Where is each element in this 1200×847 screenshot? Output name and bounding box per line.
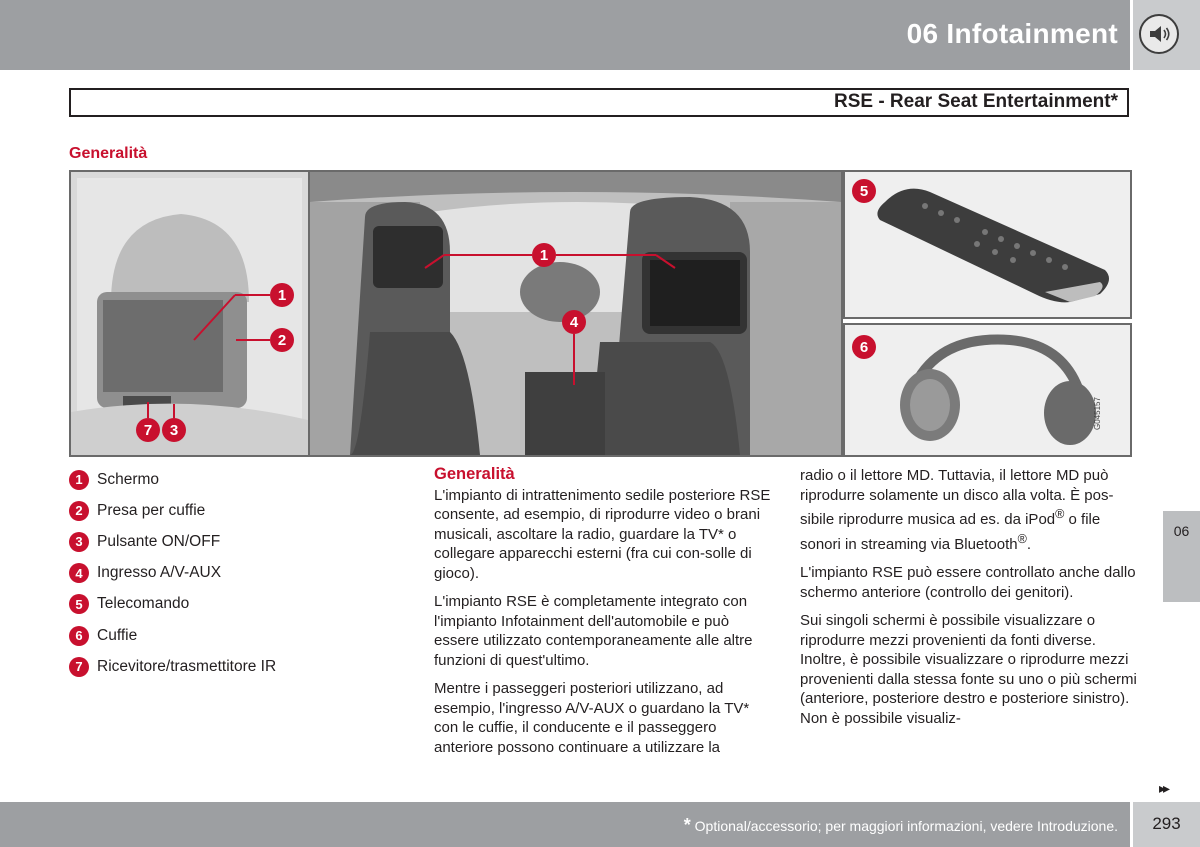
legend-number: 2 — [69, 501, 89, 521]
callout-2: 2 — [270, 328, 294, 352]
legend-label: Telecomando — [97, 595, 190, 613]
callout-6: 6 — [852, 335, 876, 359]
legend-item — [69, 558, 399, 589]
legend-label: Pulsante ON/OFF — [97, 532, 221, 550]
chapter-side-tab: 06 — [1163, 511, 1200, 602]
legend-label: Ricevitore/trasmettitore IR — [97, 657, 277, 675]
legend-label: Cuffie — [97, 626, 138, 644]
legend-item — [69, 526, 399, 557]
legend-item — [69, 620, 399, 651]
legend-number: 7 — [69, 657, 89, 677]
callout-7: 7 — [136, 418, 160, 442]
registered-mark: ® — [1055, 507, 1065, 521]
image-code: G045157 — [1093, 397, 1102, 430]
paragraph: Sui singoli schermi è possibile visualizzare o riprodurre mezzi provenienti da fonti diverse. Inoltre, è possibile visualizzare o riprodurre mezzi provenienti dalla stessa fonte su uno o più schermi (anteriore, posteriore destro e posteriore sinistro). Non è possibile visualiz- — [800, 612, 1137, 727]
paragraph: Mentre i passeggeri posteriori utilizzano, ad esempio, l'ingresso A/V-AUX o guardano la TV* con le cuffie, il conducente e il passeggero anteriore possono continuare a utilizzare la — [434, 680, 750, 756]
text-column-middle — [434, 465, 774, 766]
footer-note — [684, 815, 1118, 836]
chapter-title: 06 Infotainment — [906, 18, 1118, 49]
column-heading: Generalità — [434, 465, 515, 483]
speaker-icon — [1139, 14, 1179, 54]
callout-4: 4 — [562, 310, 586, 334]
legend-label: Ingresso A/V-AUX — [97, 564, 222, 582]
headrest-photo — [69, 170, 310, 457]
subheading: Generalità — [69, 145, 148, 162]
section-title: RSE - Rear Seat Entertainment* — [833, 91, 1118, 112]
legend-list — [69, 464, 399, 682]
callout-5: 5 — [852, 179, 876, 203]
legend-number: 3 — [69, 532, 89, 552]
paragraph-text: radio o il lettore MD. Tuttavia, il lettore MD può riprodurre solamente un disco alla volta. È pos-sibile riprodurre musica ad es. da iPod — [800, 467, 1114, 528]
legend-number: 6 — [69, 626, 89, 646]
legend-number: 4 — [69, 563, 89, 583]
paragraph-text: . — [1026, 535, 1032, 553]
paragraph — [800, 466, 1140, 554]
footer-note-text: Optional/accessorio; per maggiori informazioni, vedere Introduzione. — [690, 818, 1118, 834]
legend-item — [69, 464, 399, 495]
headphones-photo — [843, 323, 1132, 457]
callout-3: 3 — [162, 418, 186, 442]
callout-1b: 1 — [532, 243, 556, 267]
legend-item — [69, 589, 399, 620]
paragraph: L'impianto di intrattenimento sedile posteriore RSE consente, ad esempio, di riprodurre video o brani musicali, ascoltare la radio, guardare la TV* o collegare apparecchi esterni (fra cui con-solle di gioco). — [434, 486, 771, 582]
continue-arrow-icon: ▸▸ — [1159, 780, 1168, 796]
footer-star: * — [683, 815, 691, 835]
legend-item — [69, 651, 399, 682]
callout-1: 1 — [270, 283, 294, 307]
legend-label: Presa per cuffie — [97, 501, 206, 519]
paragraph: L'impianto RSE può essere controllato anche dallo schermo anteriore (controllo dei genitori). — [800, 564, 1136, 601]
paragraph: L'impianto RSE è completamente integrato con l'impianto Infotainment dell'automobile e può essere utilizzato contemporaneamente alle altre funzioni di quest'ultimo. — [434, 593, 753, 669]
registered-mark: ® — [1017, 531, 1027, 546]
remote-control-photo — [843, 170, 1132, 319]
paragraph-text: o file sonori in streaming via Bluetooth — [800, 511, 1101, 553]
legend-number: 5 — [69, 594, 89, 614]
text-column-right — [800, 466, 1140, 737]
legend-number: 1 — [69, 470, 89, 490]
page-number: 293 — [1152, 814, 1181, 833]
legend-label: Schermo — [97, 470, 160, 488]
legend-item — [69, 495, 399, 526]
